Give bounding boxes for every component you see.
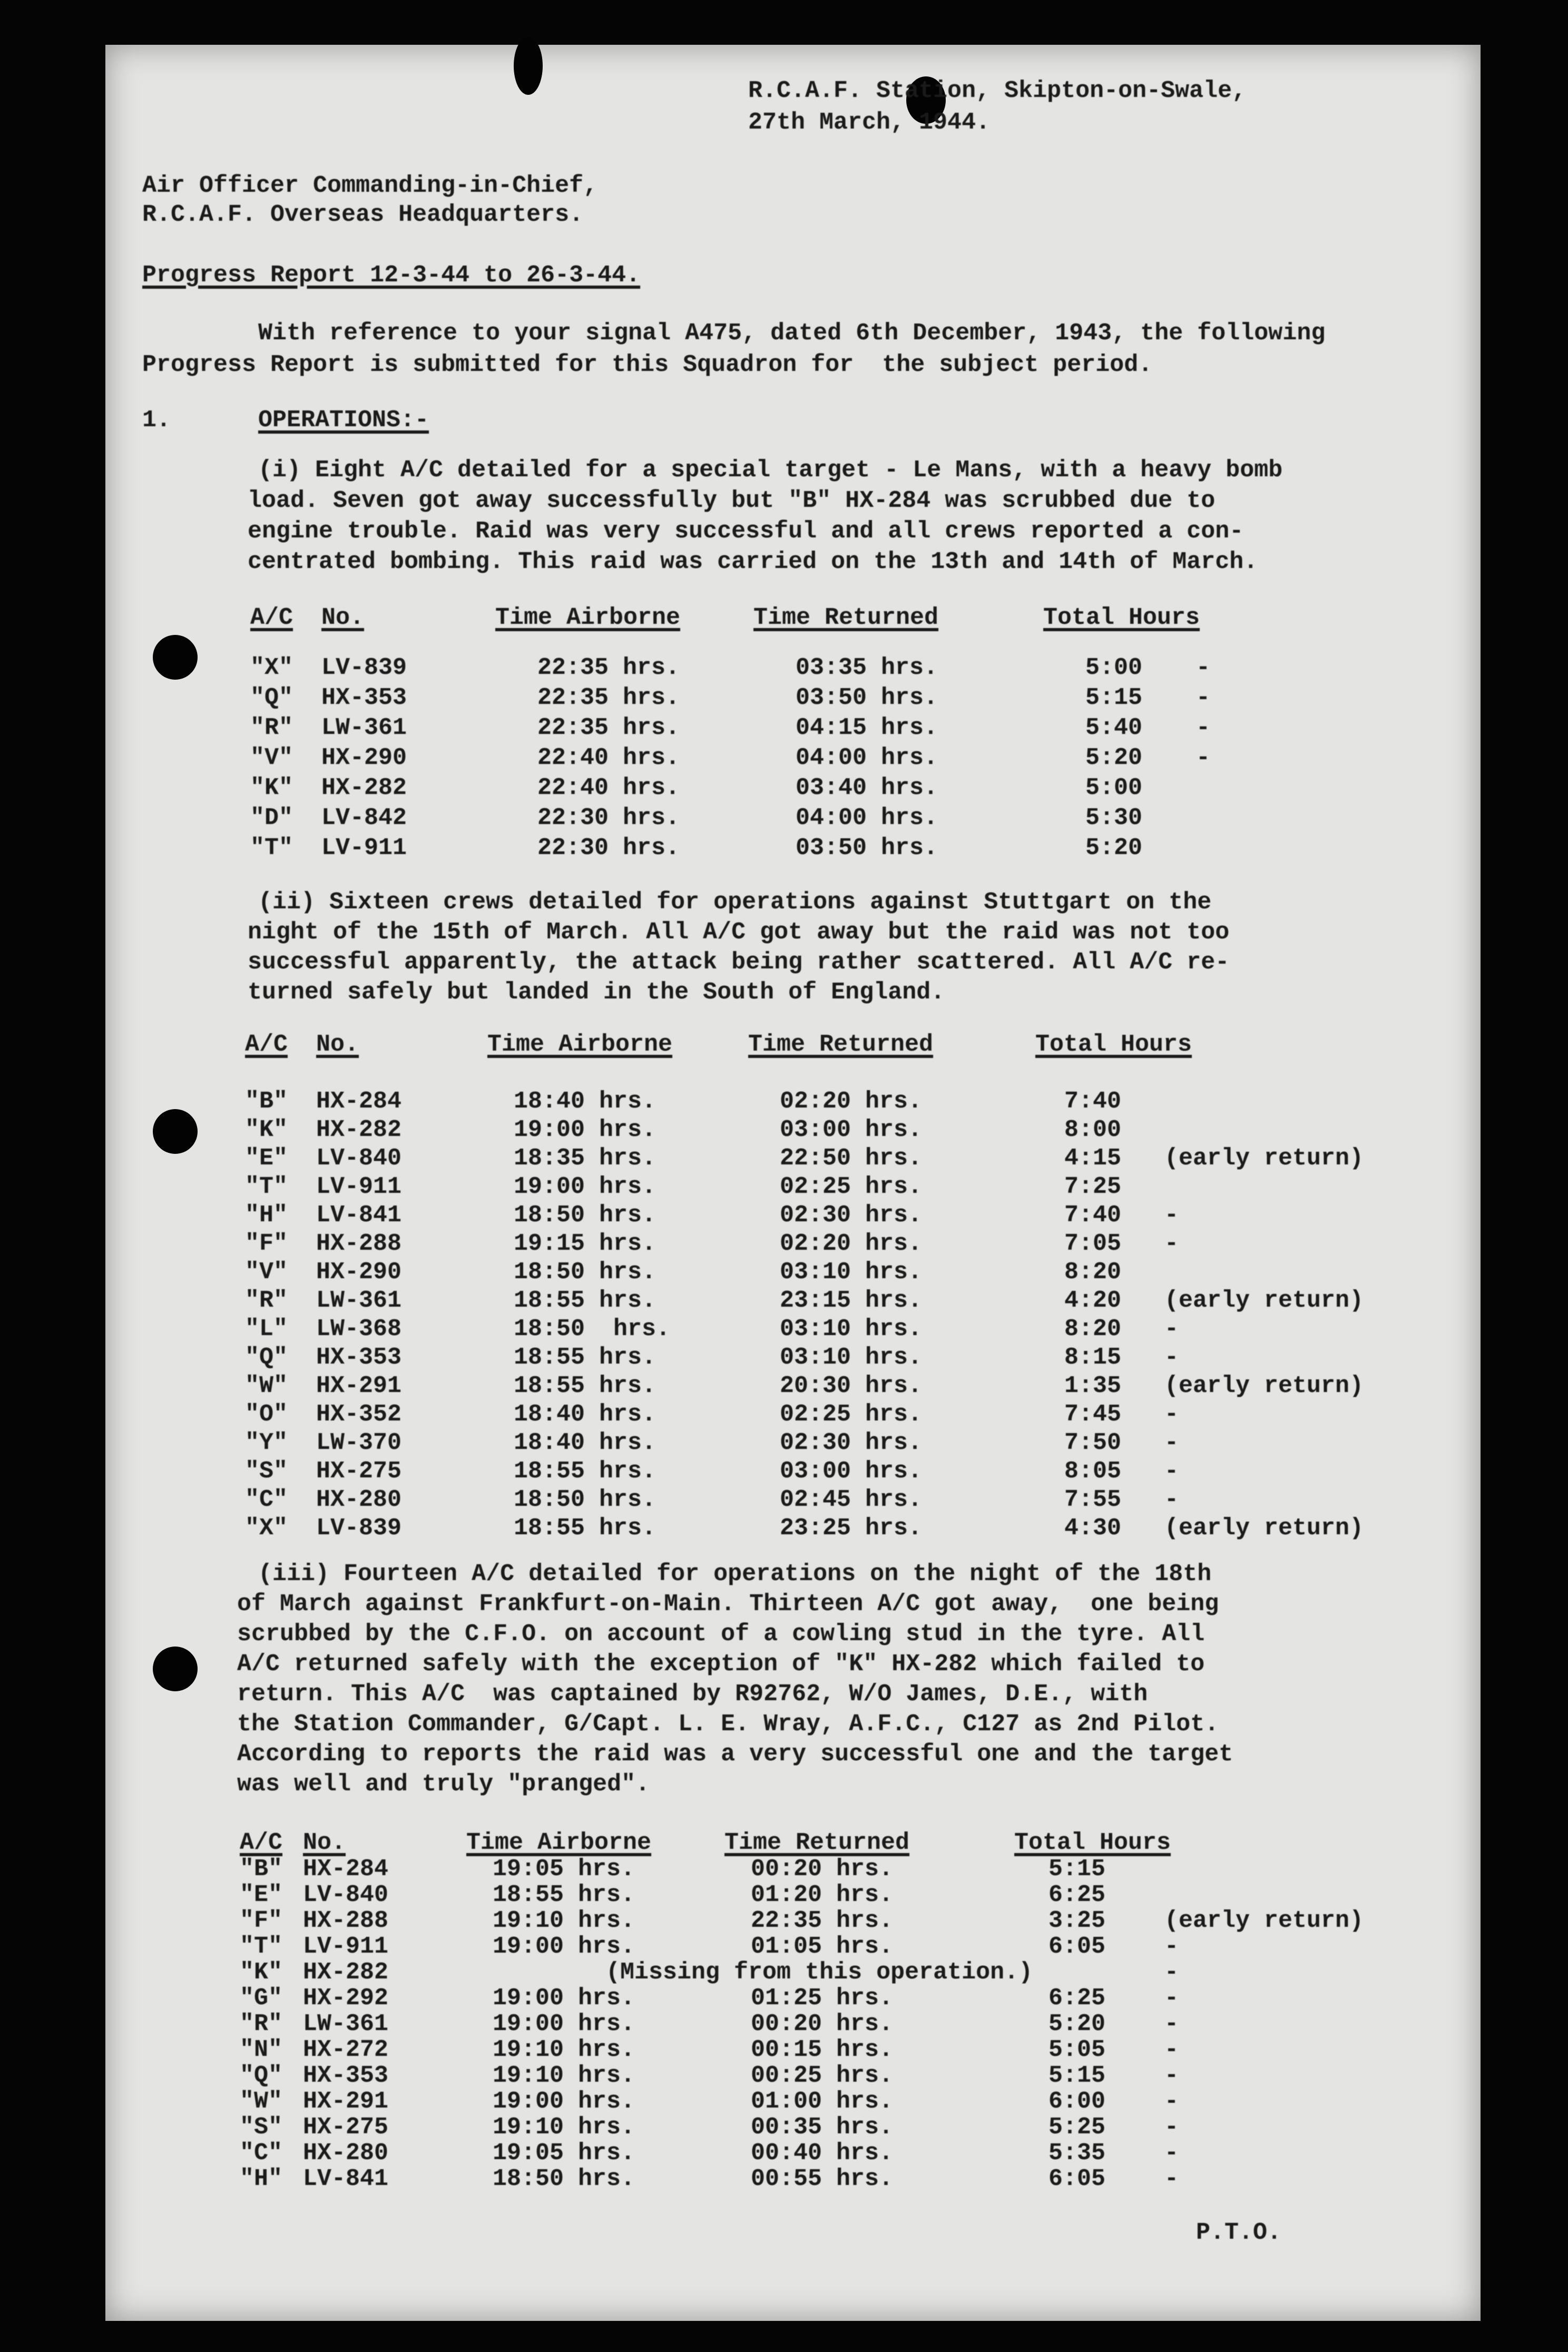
table-cell-airborne: 19:00 hrs. — [514, 1116, 656, 1143]
table-cell-remark: - — [1164, 1933, 1179, 1960]
table-cell-returned: 23:15 hrs. — [780, 1287, 923, 1314]
table-cell-remark: - — [1164, 1202, 1179, 1229]
table-cell-total: 3:25 — [1048, 1907, 1106, 1934]
table-cell-ac: "R" — [245, 1287, 288, 1314]
operation-paragraph-line: scrubbed by the C.F.O. on account of a cowling stud in the tyre. All — [237, 1621, 1205, 1648]
table-cell-total: 7:05 — [1064, 1230, 1122, 1257]
table-cell-no: LV-842 — [321, 805, 407, 831]
table-cell-no: LV-911 — [303, 1933, 389, 1960]
operation-paragraph-line: return. This A/C was captained by R92762, W/O James, D.E., with — [237, 1681, 1148, 1708]
table-cell-ac: "R" — [240, 2011, 283, 2037]
table-cell-no: HX-275 — [316, 1458, 402, 1485]
table-cell-ac: "F" — [240, 1907, 283, 1934]
operation-paragraph-line: load. Seven got away successfully but "B" HX-284 was scrubbed due to — [248, 487, 1216, 514]
table-cell-remark: - — [1164, 2165, 1179, 2192]
table-cell-ac: "B" — [245, 1088, 288, 1115]
table-cell-remark: - — [1164, 1486, 1179, 1513]
pto-note: P.T.O. — [1196, 2219, 1282, 2246]
column-header: Total Hours — [1043, 604, 1200, 631]
table-cell-total: 7:45 — [1064, 1401, 1122, 1428]
table-cell-returned: 04:15 hrs. — [796, 714, 938, 741]
table-cell-airborne: 18:55 hrs. — [514, 1373, 656, 1399]
table-cell-returned: 04:00 hrs. — [796, 744, 938, 771]
table-cell-returned: 02:20 hrs. — [780, 1088, 923, 1115]
table-cell-ac: "C" — [240, 2140, 283, 2167]
table-cell-ac: "V" — [245, 1259, 288, 1286]
table-cell-airborne: 19:10 hrs. — [493, 2114, 635, 2141]
table-cell-total: 1:35 — [1064, 1373, 1122, 1399]
table-cell-airborne: 22:40 hrs. — [537, 744, 680, 771]
table-cell-returned: 02:25 hrs. — [780, 1173, 923, 1200]
table-cell-airborne: 18:50 hrs. — [493, 2165, 635, 2192]
table-cell-total: 5:30 — [1085, 805, 1143, 831]
table-cell-total: 4:15 — [1064, 1145, 1122, 1172]
table-cell-no: LV-840 — [303, 1881, 389, 1908]
table-cell-airborne: 18:50 hrs. — [514, 1486, 656, 1513]
table-cell-airborne: 18:50 hrs. — [514, 1202, 656, 1229]
table-cell-returned: 00:25 hrs. — [751, 2062, 894, 2089]
table-cell-total: 7:50 — [1064, 1429, 1122, 1456]
table-cell-total: 6:05 — [1048, 1933, 1106, 1960]
column-header: Total Hours — [1014, 1829, 1171, 1856]
table-cell-ac: "Y" — [245, 1429, 288, 1456]
table-cell-ac: "O" — [245, 1401, 288, 1428]
table-cell-ac: "N" — [240, 2036, 283, 2063]
table-cell-total: 8:00 — [1064, 1116, 1122, 1143]
table-cell-ac: "L" — [245, 1316, 288, 1342]
table-cell-airborne: 22:35 hrs. — [537, 714, 680, 741]
table-cell-returned: 01:25 hrs. — [751, 1985, 894, 2012]
table-cell-remark: - — [1164, 1429, 1179, 1456]
table-cell-airborne: 19:00 hrs. — [514, 1173, 656, 1200]
operation-paragraph-line: successful apparently, the attack being rather scattered. All A/C re- — [248, 949, 1230, 976]
table-cell-returned: 20:30 hrs. — [780, 1373, 923, 1399]
table-cell-total: 4:20 — [1064, 1287, 1122, 1314]
table-cell-total: 7:25 — [1064, 1173, 1122, 1200]
column-header: Time Airborne — [495, 604, 681, 631]
table-cell-returned: 00:15 hrs. — [751, 2036, 894, 2063]
table-cell-ac: "Q" — [240, 2062, 283, 2089]
table-cell-ac: "K" — [245, 1116, 288, 1143]
table-cell-airborne: 19:05 hrs. — [493, 2140, 635, 2167]
table-cell-airborne: 18:35 hrs. — [514, 1145, 656, 1172]
operation-paragraph-line: (i) Eight A/C detailed for a special target - Le Mans, with a heavy bomb — [258, 457, 1283, 484]
table-cell-total: 7:40 — [1064, 1202, 1122, 1229]
table-cell-ac: "B" — [240, 1856, 283, 1883]
table-cell-returned: 01:00 hrs. — [751, 2088, 894, 2115]
table-cell-total: 7:40 — [1064, 1088, 1122, 1115]
operation-paragraph-line: night of the 15th of March. All A/C got away but the raid was not too — [248, 919, 1230, 946]
table-cell-no: HX-353 — [303, 2062, 389, 2089]
table-cell-returned: 02:45 hrs. — [780, 1486, 923, 1513]
table-cell-returned: 00:20 hrs. — [751, 1856, 894, 1883]
table-cell-returned: 02:30 hrs. — [780, 1429, 923, 1456]
table-cell-ac: "X" — [245, 1515, 288, 1542]
table-cell-total: 5:35 — [1048, 2140, 1106, 2167]
table-cell-remark: (early return) — [1164, 1373, 1364, 1399]
table-cell-no: HX-275 — [303, 2114, 389, 2141]
table-cell-no: LV-839 — [321, 654, 407, 681]
table-cell-airborne: 22:30 hrs. — [537, 805, 680, 831]
table-cell-total: 6:05 — [1048, 2165, 1106, 2192]
table-cell-airborne: 19:05 hrs. — [493, 1856, 635, 1883]
table-cell-no: LW-368 — [316, 1316, 402, 1342]
table-cell-remark: - — [1196, 744, 1211, 771]
table-cell-airborne: 19:00 hrs. — [493, 2011, 635, 2037]
table-cell-returned: 03:10 hrs. — [780, 1344, 923, 1371]
table-cell-remark: (early return) — [1164, 1287, 1364, 1314]
table-cell-no: HX-282 — [303, 1959, 389, 1986]
table-cell-no: HX-352 — [316, 1401, 402, 1428]
table-cell-ac: "H" — [245, 1202, 288, 1229]
table-cell-no: HX-288 — [316, 1230, 402, 1257]
column-header: No. — [303, 1829, 346, 1856]
table-cell-no: HX-280 — [316, 1486, 402, 1513]
column-header: Time Airborne — [487, 1031, 673, 1058]
table-cell-missing-note: (Missing from this operation.) — [606, 1959, 1033, 1986]
table-cell-ac: "K" — [250, 775, 293, 801]
operation-paragraph-line: turned safely but landed in the South of England. — [248, 979, 945, 1006]
table-cell-ac: "E" — [240, 1881, 283, 1908]
table-cell-airborne: 18:55 hrs. — [514, 1287, 656, 1314]
table-cell-ac: "G" — [240, 1985, 283, 2012]
table-cell-airborne: 19:15 hrs. — [514, 1230, 656, 1257]
section-title: OPERATIONS:- — [258, 407, 429, 434]
operation-paragraph-line: of March against Frankfurt-on-Main. Thirteen A/C got away, one being — [237, 1591, 1219, 1618]
table-cell-airborne: 19:10 hrs. — [493, 2062, 635, 2089]
column-header: Time Returned — [748, 1031, 934, 1058]
table-cell-remark: - — [1164, 2114, 1179, 2141]
table-cell-returned: 03:00 hrs. — [780, 1458, 923, 1485]
table-cell-total: 5:15 — [1085, 684, 1143, 711]
table-cell-total: 5:20 — [1085, 835, 1143, 861]
table-cell-total: 4:30 — [1064, 1515, 1122, 1542]
table-cell-no: HX-284 — [316, 1088, 402, 1115]
table-cell-returned: 02:20 hrs. — [780, 1230, 923, 1257]
table-cell-total: 8:05 — [1064, 1458, 1122, 1485]
table-cell-no: HX-290 — [321, 744, 407, 771]
letter-date: 27th March, 1944. — [748, 109, 991, 136]
table-cell-no: HX-292 — [303, 1985, 389, 2012]
table-cell-ac: "H" — [240, 2165, 283, 2192]
table-cell-returned: 23:25 hrs. — [780, 1515, 923, 1542]
table-cell-ac: "X" — [250, 654, 293, 681]
subject-heading: Progress Report 12-3-44 to 26-3-44. — [142, 262, 641, 289]
table-cell-remark: - — [1164, 2036, 1179, 2063]
table-cell-total: 5:05 — [1048, 2036, 1106, 2063]
table-cell-total: 5:25 — [1048, 2114, 1106, 2141]
table-cell-no: LV-911 — [321, 835, 407, 861]
table-cell-returned: 03:10 hrs. — [780, 1316, 923, 1342]
table-cell-returned: 04:00 hrs. — [796, 805, 938, 831]
column-header: Time Returned — [724, 1829, 910, 1856]
operation-paragraph-line: engine trouble. Raid was very successful and all crews reported a con- — [248, 518, 1244, 545]
table-cell-no: LW-361 — [303, 2011, 389, 2037]
column-header: A/C — [245, 1031, 288, 1058]
table-cell-ac: "V" — [250, 744, 293, 771]
table-cell-total: 5:00 — [1085, 654, 1143, 681]
operation-paragraph-line: was well and truly "pranged". — [237, 1771, 650, 1798]
table-cell-remark: - — [1164, 1344, 1179, 1371]
table-cell-airborne: 19:10 hrs. — [493, 1907, 635, 1934]
column-header: Time Airborne — [466, 1829, 652, 1856]
table-cell-no: HX-280 — [303, 2140, 389, 2167]
table-cell-returned: 02:25 hrs. — [780, 1401, 923, 1428]
table-cell-returned: 22:50 hrs. — [780, 1145, 923, 1172]
table-cell-total: 8:20 — [1064, 1259, 1122, 1286]
table-cell-total: 5:15 — [1048, 1856, 1106, 1883]
table-cell-airborne: 19:10 hrs. — [493, 2036, 635, 2063]
table-cell-returned: 03:00 hrs. — [780, 1116, 923, 1143]
addressee-line: R.C.A.F. Overseas Headquarters. — [142, 201, 584, 228]
operation-paragraph-line: the Station Commander, G/Capt. L. E. Wray, A.F.C., C127 as 2nd Pilot. — [237, 1711, 1219, 1738]
table-cell-no: LV-841 — [303, 2165, 389, 2192]
table-cell-airborne: 19:00 hrs. — [493, 1985, 635, 2012]
column-header: A/C — [240, 1829, 283, 1856]
table-cell-no: LW-361 — [316, 1287, 402, 1314]
table-cell-returned: 03:50 hrs. — [796, 835, 938, 861]
table-cell-ac: "T" — [250, 835, 293, 861]
table-cell-total: 5:20 — [1085, 744, 1143, 771]
punch-hole — [153, 1647, 198, 1691]
table-cell-remark: - — [1164, 1316, 1179, 1342]
table-cell-ac: "C" — [245, 1486, 288, 1513]
table-cell-total: 5:40 — [1085, 714, 1143, 741]
table-cell-remark: (early return) — [1164, 1515, 1364, 1542]
table-cell-no: HX-291 — [316, 1373, 402, 1399]
operation-paragraph-line: (iii) Fourteen A/C detailed for operations on the night of the 18th — [258, 1561, 1212, 1587]
table-cell-total: 5:15 — [1048, 2062, 1106, 2089]
table-cell-remark: - — [1196, 684, 1211, 711]
table-cell-returned: 03:35 hrs. — [796, 654, 938, 681]
table-cell-no: HX-288 — [303, 1907, 389, 1934]
table-cell-remark: (early return) — [1164, 1145, 1364, 1172]
table-cell-airborne: 19:00 hrs. — [493, 1933, 635, 1960]
table-cell-no: LV-839 — [316, 1515, 402, 1542]
table-cell-returned: 01:20 hrs. — [751, 1881, 894, 1908]
table-cell-ac: "R" — [250, 714, 293, 741]
table-cell-airborne: 19:00 hrs. — [493, 2088, 635, 2115]
table-cell-remark: - — [1164, 1230, 1179, 1257]
operation-paragraph-line: A/C returned safely with the exception of "K" HX-282 which failed to — [237, 1651, 1205, 1678]
table-cell-no: HX-272 — [303, 2036, 389, 2063]
table-cell-ac: "W" — [240, 2088, 283, 2115]
table-cell-remark: - — [1164, 1401, 1179, 1428]
table-cell-airborne: 18:40 hrs. — [514, 1401, 656, 1428]
table-cell-ac: "F" — [245, 1230, 288, 1257]
table-cell-no: LW-370 — [316, 1429, 402, 1456]
table-cell-no: HX-353 — [321, 684, 407, 711]
table-cell-ac: "Q" — [245, 1344, 288, 1371]
operation-paragraph-line: (ii) Sixteen crews detailed for operations against Stuttgart on the — [258, 889, 1212, 916]
table-cell-airborne: 22:40 hrs. — [537, 775, 680, 801]
table-cell-remark: - — [1164, 1985, 1179, 2012]
punch-hole — [153, 635, 198, 680]
punch-hole — [514, 37, 543, 95]
table-cell-airborne: 18:50 hrs. — [514, 1316, 671, 1342]
table-cell-returned: 03:50 hrs. — [796, 684, 938, 711]
table-cell-airborne: 18:55 hrs. — [493, 1881, 635, 1908]
table-cell-no: HX-282 — [321, 775, 407, 801]
table-cell-airborne: 18:55 hrs. — [514, 1515, 656, 1542]
punch-hole — [153, 1109, 198, 1154]
table-cell-total: 5:20 — [1048, 2011, 1106, 2037]
column-header: No. — [321, 604, 365, 631]
table-cell-no: LW-361 — [321, 714, 407, 741]
operation-paragraph-line: centrated bombing. This raid was carried on the 13th and 14th of March. — [248, 548, 1258, 575]
table-cell-no: HX-282 — [316, 1116, 402, 1143]
table-cell-total: 6:00 — [1048, 2088, 1106, 2115]
column-header: Total Hours — [1035, 1031, 1192, 1058]
table-cell-no: HX-284 — [303, 1856, 389, 1883]
table-cell-no: HX-290 — [316, 1259, 402, 1286]
table-cell-total: 8:20 — [1064, 1316, 1122, 1342]
table-cell-returned: 03:40 hrs. — [796, 775, 938, 801]
column-header: No. — [316, 1031, 359, 1058]
table-cell-airborne: 18:55 hrs. — [514, 1458, 656, 1485]
table-cell-ac: "W" — [245, 1373, 288, 1399]
table-cell-returned: 00:35 hrs. — [751, 2114, 894, 2141]
table-cell-ac: "D" — [250, 805, 293, 831]
table-cell-total: 6:25 — [1048, 1881, 1106, 1908]
table-cell-ac: "E" — [245, 1145, 288, 1172]
table-cell-remark: - — [1196, 654, 1211, 681]
table-cell-remark: - — [1164, 1959, 1179, 1986]
addressee-line: Air Officer Commanding-in-Chief, — [142, 172, 598, 199]
table-cell-remark: (early return) — [1164, 1907, 1364, 1934]
table-cell-remark: - — [1164, 2011, 1179, 2037]
table-cell-ac: "T" — [245, 1173, 288, 1200]
table-cell-remark: - — [1196, 714, 1211, 741]
intro-line: Progress Report is submitted for this Squadron for the subject period. — [142, 351, 1153, 378]
column-header: A/C — [250, 604, 293, 631]
table-cell-airborne: 22:35 hrs. — [537, 684, 680, 711]
table-cell-total: 6:25 — [1048, 1985, 1106, 2012]
table-cell-no: LV-911 — [316, 1173, 402, 1200]
table-cell-returned: 22:35 hrs. — [751, 1907, 894, 1934]
table-cell-no: LV-841 — [316, 1202, 402, 1229]
table-cell-airborne: 18:50 hrs. — [514, 1259, 656, 1286]
table-cell-returned: 03:10 hrs. — [780, 1259, 923, 1286]
table-cell-airborne: 22:35 hrs. — [537, 654, 680, 681]
table-cell-airborne: 18:40 hrs. — [514, 1429, 656, 1456]
operation-paragraph-line: According to reports the raid was a very successful one and the target — [237, 1741, 1233, 1768]
table-cell-returned: 00:20 hrs. — [751, 2011, 894, 2037]
column-header: Time Returned — [753, 604, 939, 631]
table-cell-ac: "K" — [240, 1959, 283, 1986]
table-cell-total: 5:00 — [1085, 775, 1143, 801]
table-cell-remark: - — [1164, 2140, 1179, 2167]
table-cell-returned: 00:40 hrs. — [751, 2140, 894, 2167]
intro-line: With reference to your signal A475, dated 6th December, 1943, the following — [258, 320, 1326, 347]
table-cell-remark: - — [1164, 1458, 1179, 1485]
table-cell-remark: - — [1164, 2062, 1179, 2089]
table-cell-returned: 01:05 hrs. — [751, 1933, 894, 1960]
table-cell-ac: "T" — [240, 1933, 283, 1960]
table-cell-no: HX-353 — [316, 1344, 402, 1371]
table-cell-airborne: 18:40 hrs. — [514, 1088, 656, 1115]
table-cell-returned: 02:30 hrs. — [780, 1202, 923, 1229]
table-cell-airborne: 22:30 hrs. — [537, 835, 680, 861]
table-cell-no: HX-291 — [303, 2088, 389, 2115]
table-cell-no: LV-840 — [316, 1145, 402, 1172]
station-line: R.C.A.F. Station, Skipton-on-Swale, — [748, 77, 1247, 104]
table-cell-remark: - — [1164, 2088, 1179, 2115]
section-number: 1. — [142, 407, 171, 434]
table-cell-ac: "Q" — [250, 684, 293, 711]
table-cell-ac: "S" — [240, 2114, 283, 2141]
table-cell-returned: 00:55 hrs. — [751, 2165, 894, 2192]
table-cell-total: 7:55 — [1064, 1486, 1122, 1513]
table-cell-total: 8:15 — [1064, 1344, 1122, 1371]
table-cell-airborne: 18:55 hrs. — [514, 1344, 656, 1371]
table-cell-ac: "S" — [245, 1458, 288, 1485]
